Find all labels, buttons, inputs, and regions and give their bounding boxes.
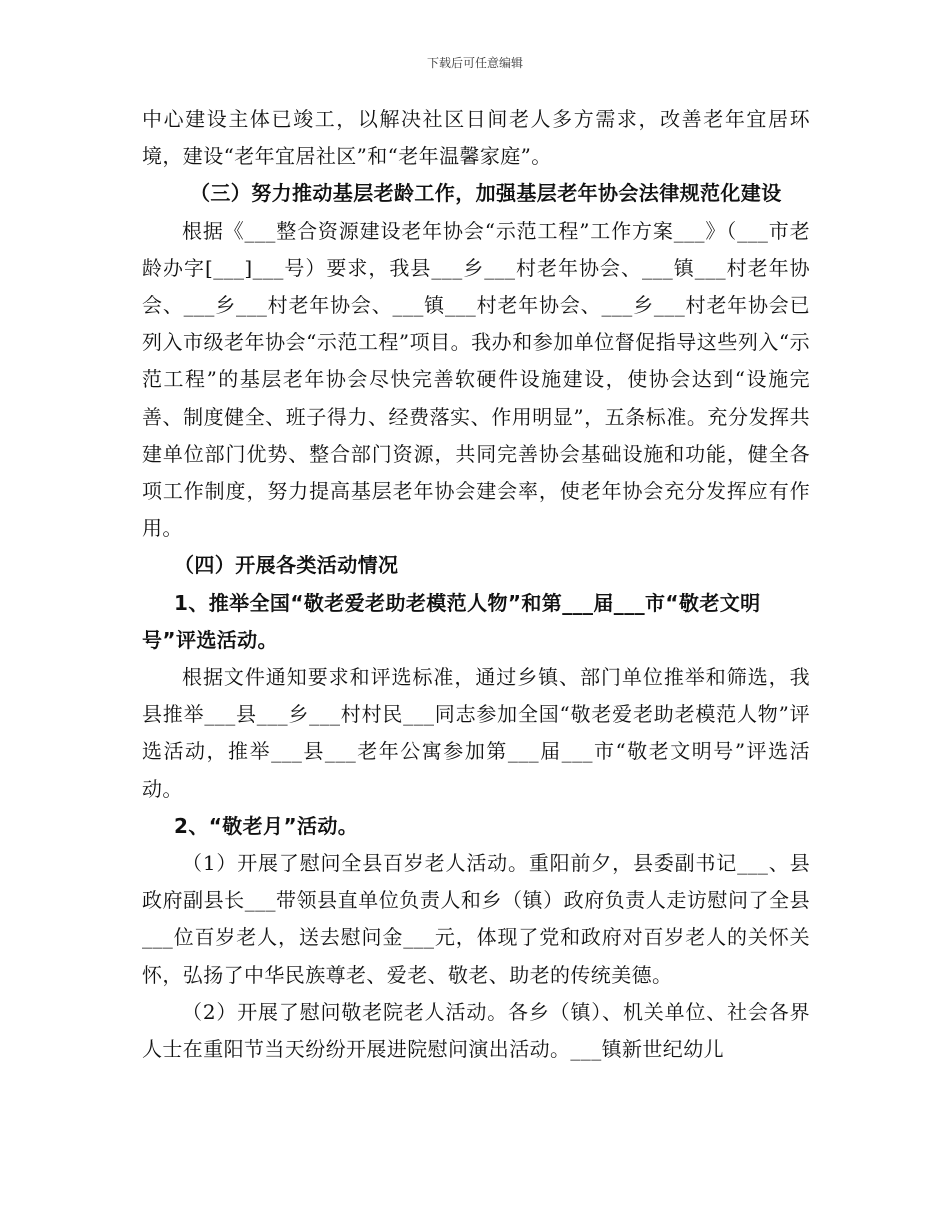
paragraph-nursing-home-visit: （2）开展了慰问敬老院老人活动。各乡（镇）、机关单位、社会各界人士在重阳节当天纷纷开展进院慰问演出活动。___镇新世纪幼儿 xyxy=(142,999,810,1062)
paragraph-centenarian-visit: （1）开展了慰问全县百岁老人活动。重阳前夕，县委副书记___、县政府副县长___带领县直单位负责人和乡（镇）政府负责人走访慰问了全县___位百岁老人，送去慰问金___元，体现了党和政府对百岁老人的关怀关怀，弘扬了中华民族尊老、爱老、敬老、助老的传统美德。 xyxy=(142,851,810,987)
subheading-1: 1、推举全国“敬老爱老助老模范人物”和第___届___市“敬老文明号”评选活动。 xyxy=(142,590,761,652)
section-heading-3: （三）努力推动基层老龄工作，加强基层老年协会法律规范化建设 xyxy=(190,181,782,206)
document-body xyxy=(142,101,810,1068)
paragraph-selection: 根据文件通知要求和评选标准，通过乡镇、部门单位推举和筛选，我县推举___县___乡___村村民___同志参加全国“敬老爱老助老模范人物”评选活动，推举___县___老年公寓参加第___届___市“敬老文明号”评选活动。 xyxy=(142,665,810,801)
paragraph-continuation: 中心建设主体已竣工，以解决社区日间老人多方需求，改善老年宜居环境，建设“老年宜居社区”和“老年温馨家庭”。 xyxy=(142,107,810,169)
section-heading-4: （四）开展各类活动情况 xyxy=(174,553,399,578)
page-header: 下载后可任意编辑 xyxy=(426,56,523,70)
subheading-2: 2、“敬老月”活动。 xyxy=(174,813,359,838)
paragraph-association: 根据《___整合资源建设老年协会“示范工程”工作方案___》（___市老龄办字[___]___号）要求，我县___乡___村老年协会、___镇___村老年协会、___乡___村老年协会、___镇___村老年协会、___乡___村老年协会已列入市级老年协会“示范工程”项目。我办和参加单位督促指导这些列入“示范工程”的基层老年协会尽快完善软硬件设施建设，使协会达到“设施完善、制度健全、班子得力、经费落实、作用明显”，五条标准。充分发挥共建单位部门优势、整合部门资源，共同完善协会基础设施和功能，健全各项工作制度，努力提高基层老年协会建会率，使老年协会充分发挥应有作用。 xyxy=(142,218,810,541)
